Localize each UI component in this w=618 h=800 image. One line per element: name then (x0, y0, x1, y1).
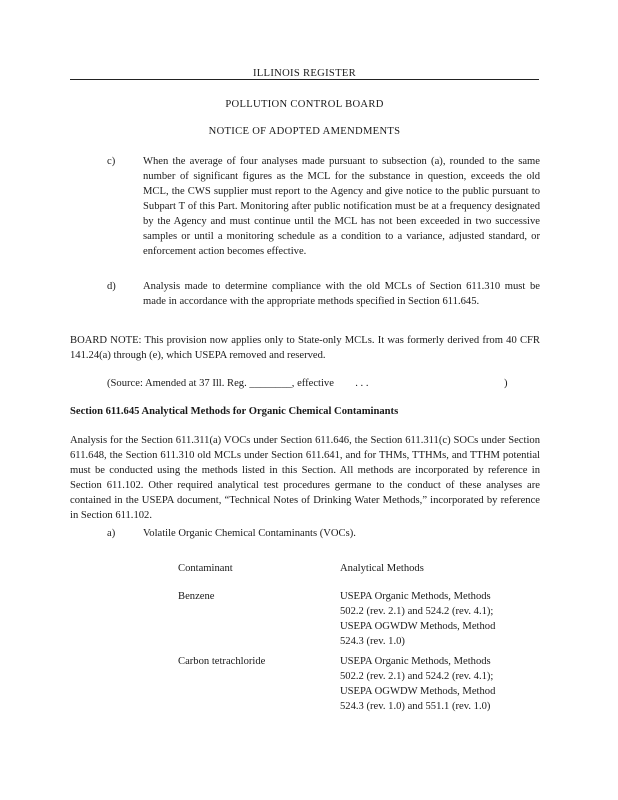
method-line: 524.3 (rev. 1.0) and 551.1 (rev. 1.0) (340, 701, 491, 712)
item-c-label: c) (107, 156, 116, 167)
section-title: Section 611.645 Analytical Methods for Organic Chemical Contaminants (70, 406, 399, 417)
item-d-label: d) (107, 281, 116, 292)
method-line: USEPA Organic Methods, Methods (340, 591, 491, 602)
method-line: 502.2 (rev. 2.1) and 524.2 (rev. 4.1); (340, 606, 494, 617)
method-line: USEPA OGWDW Methods, Method (340, 686, 496, 697)
vocs-heading: Volatile Organic Chemical Contaminants (VOCs). (143, 528, 356, 539)
header-rule (70, 79, 539, 80)
vocs-label: a) (107, 528, 116, 539)
source-prefix: (Source: Amended at 37 Ill. Reg. (107, 378, 247, 389)
row-benzene-contaminant: Benzene (178, 591, 215, 602)
method-line: 502.2 (rev. 2.1) and 524.2 (rev. 4.1); (340, 671, 494, 682)
row-carbon-tetrachloride-methods (340, 654, 540, 714)
section-body: Analysis for the Section 611.311(a) VOCs under Section 611.646, the Section 611.311(c) SOCs under Section 611.648, the Section 611.310 old MCLs under Section 611.641, and for THMs, TTHMs, and TTHM potential must be conducted using the methods listed in this Section. All methods are incorporated by reference in Section 611.102. Other required analytical test procedures germane to the conduct of these analyses are contained in the USEPA document, “Technical Notes of Drinking Water Methods,” incorporated by reference in Section 611.102. (70, 435, 540, 521)
method-line: USEPA Organic Methods, Methods (340, 656, 491, 667)
register-title: ILLINOIS REGISTER (252, 68, 357, 79)
source-blank: ________ (249, 378, 292, 389)
method-line: USEPA OGWDW Methods, Method (340, 621, 496, 632)
source-line (107, 376, 540, 391)
source-middle: , effective (291, 378, 334, 389)
method-line: 524.3 (rev. 1.0) (340, 636, 405, 647)
notice-title: NOTICE OF ADOPTED AMENDMENTS (208, 126, 401, 137)
item-d-text: Analysis made to determine compliance with the old MCLs of Section 611.310 must be made in accordance with the appropriate methods specified in Section 611.645. (143, 281, 540, 307)
source-dots: . . . (355, 378, 369, 389)
item-c-text: When the average of four analyses made pursuant to subsection (a), rounded to the same number of significant figures as the MCL for the substance in question, exceeds the old MCL, the CWS supplier must report to the Agency and give notice to the public pursuant to Subpart T of this Part. Monitoring after public notification must be at a frequency designated by the Agency and must continue until the MCL has not been exceeded in two successive samples or until a monitoring schedule as a condition to a variance, adjusted standard, or enforcement action becomes effective. (143, 156, 540, 257)
source-close: ) (504, 378, 508, 389)
col-header-methods: Analytical Methods (340, 563, 424, 574)
board-note: BOARD NOTE: This provision now applies only to State-only MCLs. It was formerly derived from 40 CFR 141.24(a) through (e), which USEPA removed and reserved. (70, 335, 540, 361)
board-title: POLLUTION CONTROL BOARD (225, 99, 384, 110)
col-header-contaminant: Contaminant (178, 563, 233, 574)
row-benzene-methods (340, 589, 540, 649)
row-carbon-tetrachloride-contaminant: Carbon tetrachloride (178, 656, 266, 667)
